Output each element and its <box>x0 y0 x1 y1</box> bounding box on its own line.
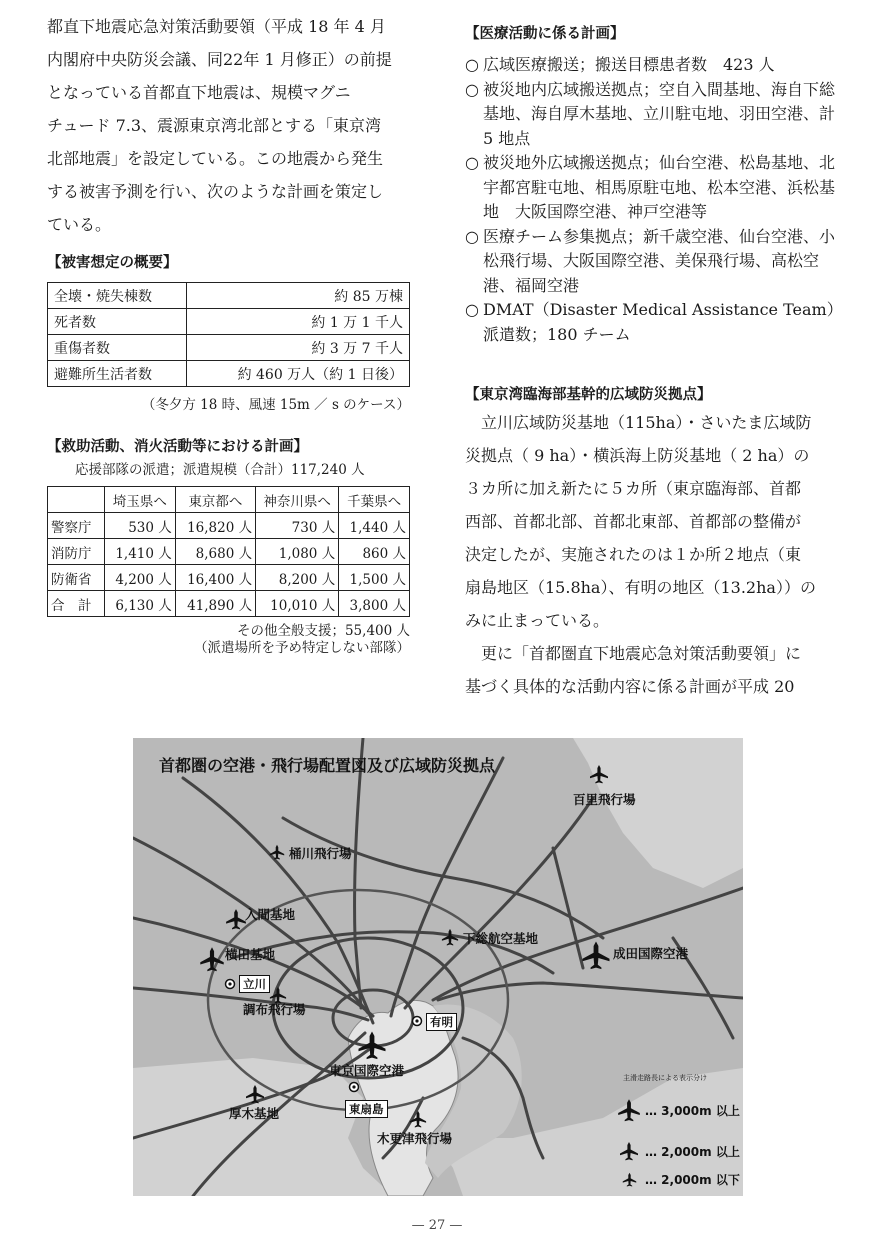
list-item <box>465 298 835 347</box>
base-marker-dot <box>415 1019 418 1022</box>
cell-value: 1,080 人 <box>256 539 339 565</box>
table-row <box>48 539 410 565</box>
column-header: 神奈川県へ <box>256 487 339 513</box>
airport-label: 百里飛行場 <box>573 792 636 807</box>
airport-label: 厚木基地 <box>229 1106 280 1121</box>
intro-line: となっている首都直下地震は、規模マグニ <box>47 83 351 102</box>
table-row <box>48 309 410 335</box>
bay-line: 西部、首都北部、首都北東部、首都部の整備が <box>465 512 802 531</box>
table-row <box>48 335 410 361</box>
bay-paragraph <box>465 406 835 703</box>
cell-value: 3,800 人 <box>339 591 410 617</box>
airport-label: 横田基地 <box>225 947 276 962</box>
rescue-subtitle: 応援部隊の派遣；派遣規模（合計）117,240 人 <box>75 462 365 478</box>
bay-line: 決定したが、実施されたのは１か所２地点（東 <box>465 545 802 564</box>
damage-value: 約 460 万人（約 1 日後） <box>186 361 409 387</box>
damage-label: 避難所生活者数 <box>48 361 187 387</box>
legend-label: … 3,000m 以上 <box>645 1104 740 1118</box>
page-number: — 27 — <box>411 1218 463 1233</box>
damage-heading: 【被害想定の概要】 <box>47 255 178 271</box>
legend-label: … 2,000m 以上 <box>645 1145 740 1159</box>
airport-label: 調布飛行場 <box>243 1002 306 1017</box>
bay-line: 立川広域防災基地（115ha）・さいたま広域防 <box>465 413 812 432</box>
intro-line: 北部地震」を設定している。この地震から発生 <box>47 149 384 168</box>
damage-note: （冬夕方 18 時、風速 15m ／ s のケース） <box>141 397 410 413</box>
list-item <box>465 225 835 299</box>
table-row <box>48 565 410 591</box>
table-header-row <box>48 487 410 513</box>
cell-value: 6,130 人 <box>105 591 176 617</box>
rescue-note-line: その他全般支援；55,400 人 <box>236 623 410 639</box>
cell-value: 730 人 <box>256 513 339 539</box>
bay-line: 更に「首都圏直下地震応急対策活動要領」に <box>465 644 802 663</box>
airport-label: 成田国際空港 <box>613 946 689 961</box>
damage-value: 約 3 万 7 千人 <box>186 335 409 361</box>
airplane-icon <box>200 947 223 971</box>
row-label: 合 計 <box>48 591 105 617</box>
airport-label: 下総航空基地 <box>463 931 539 946</box>
list-item-text: 被災地内広域搬送拠点；空自入間基地、海自下総基地、海自厚木基地、立川駐屯地、羽田空港、計 5 地点 <box>483 79 836 148</box>
intro-line: ている。 <box>47 215 112 234</box>
row-label: 警察庁 <box>48 513 105 539</box>
list-item <box>465 151 835 225</box>
map-title: 首都圏の空港・飛行場配置図及び広域防災拠点 <box>159 756 496 775</box>
airport-label: 桶川飛行場 <box>289 846 352 861</box>
cell-value: 1,500 人 <box>339 565 410 591</box>
row-label: 防衛省 <box>48 565 105 591</box>
column-header <box>48 487 105 513</box>
pacific-sea <box>573 738 743 888</box>
damage-label: 重傷者数 <box>48 335 187 361</box>
cell-value: 16,400 人 <box>175 565 255 591</box>
airport-label: 木更津飛行場 <box>377 1131 453 1146</box>
base-label-ariake: 有明 <box>426 1013 457 1031</box>
list-item-text: 医療チーム参集拠点；新千歳空港、仙台空港、小松飛行場、大阪国際空港、美保飛行場、高松空港、福岡空港 <box>483 226 836 295</box>
cell-value: 8,680 人 <box>175 539 255 565</box>
list-item-text: DMAT（Disaster Medical Assistance Team）派遣数；180 チーム <box>483 300 835 344</box>
bay-heading: 【東京湾臨海部基幹的広域防災拠点】 <box>465 387 712 403</box>
cell-value: 8,200 人 <box>256 565 339 591</box>
circle-bullet: ○ <box>465 226 479 246</box>
circle-bullet: ○ <box>465 55 479 74</box>
base-marker-dot <box>352 1085 355 1088</box>
damage-value: 約 85 万棟 <box>186 283 409 309</box>
cell-value: 860 人 <box>339 539 410 565</box>
base-marker-dot <box>228 982 231 985</box>
column-header: 埼玉県へ <box>105 487 176 513</box>
airport-label: 東京国際空港 <box>329 1063 405 1078</box>
row-label: 消防庁 <box>48 539 105 565</box>
airport-map <box>133 738 743 1196</box>
cell-value: 530 人 <box>105 513 176 539</box>
base-label-tachikawa: 立川 <box>239 975 270 993</box>
circle-bullet: ○ <box>465 300 479 319</box>
rescue-note-line: （派遣場所を予め特定しない部隊） <box>194 640 410 656</box>
list-item-text: 広域医療搬送；搬送目標患者数 423 人 <box>483 55 775 74</box>
cell-value: 16,820 人 <box>175 513 255 539</box>
rescue-table <box>47 486 410 617</box>
right-column <box>465 10 835 703</box>
damage-table <box>47 282 410 387</box>
cell-value: 1,410 人 <box>105 539 176 565</box>
legend-title: 主滑走路長による表示分け <box>623 1074 707 1082</box>
circle-bullet: ○ <box>465 79 479 99</box>
base-label-higashiogishima: 東扇島 <box>345 1100 388 1118</box>
column-header: 東京都へ <box>175 487 255 513</box>
airport-label: 入間基地 <box>245 907 296 922</box>
left-column <box>47 10 410 657</box>
legend-label: … 2,000m 以下 <box>645 1173 740 1187</box>
rescue-heading: 【救助活動、消火活動等における計画】 <box>47 439 308 455</box>
circle-bullet: ○ <box>465 153 479 172</box>
list-item-text: 被災地外広域搬送拠点；仙台空港、松島基地、北宇都宮駐屯地、相馬原駐屯地、松本空港、浜松基地 大阪国際空港、神戸空港等 <box>483 153 836 221</box>
bay-line: 基づく具体的な活動内容に係る計画が平成 20 <box>465 677 795 696</box>
cell-value: 4,200 人 <box>105 565 176 591</box>
intro-line: 都直下地震応急対策活動要領（平成 18 年 4 月 <box>47 17 386 36</box>
damage-value: 約 1 万 1 千人 <box>186 309 409 335</box>
table-row <box>48 591 410 617</box>
table-row <box>48 513 410 539</box>
medical-list <box>465 53 835 347</box>
bay-line: 災拠点（ 9 ha）・横浜海上防災基地（ 2 ha）の <box>465 446 810 465</box>
column-header: 千葉県へ <box>339 487 410 513</box>
intro-line: する被害予測を行い、次のような計画を策定し <box>47 182 384 201</box>
intro-line: チュード 7.3、震源東京湾北部とする「東京湾 <box>47 116 382 135</box>
bay-line: みに止まっている。 <box>465 611 610 630</box>
medical-heading: 【医療活動に係る計画】 <box>465 26 625 42</box>
cell-value: 10,010 人 <box>256 591 339 617</box>
intro-line: 内閣府中央防災会議、同22年 1 月修正）の前提 <box>47 50 392 69</box>
list-item <box>465 78 835 152</box>
airplane-icon <box>226 909 246 929</box>
rescue-note <box>47 623 410 657</box>
cell-value: 41,890 人 <box>175 591 255 617</box>
airplane-icon <box>583 942 610 970</box>
table-row <box>48 283 410 309</box>
list-item <box>465 53 835 78</box>
cell-value: 1,440 人 <box>339 513 410 539</box>
table-row <box>48 361 410 387</box>
damage-label: 全壊・焼失棟数 <box>48 283 187 309</box>
intro-paragraph <box>47 10 410 241</box>
bay-line: ３カ所に加え新たに５カ所（東京臨海部、首都 <box>465 479 802 498</box>
damage-label: 死者数 <box>48 309 187 335</box>
map-graphic <box>133 738 743 1196</box>
bay-line: 扇島地区（15.8ha）、有明の地区（13.2ha））の <box>465 578 816 597</box>
